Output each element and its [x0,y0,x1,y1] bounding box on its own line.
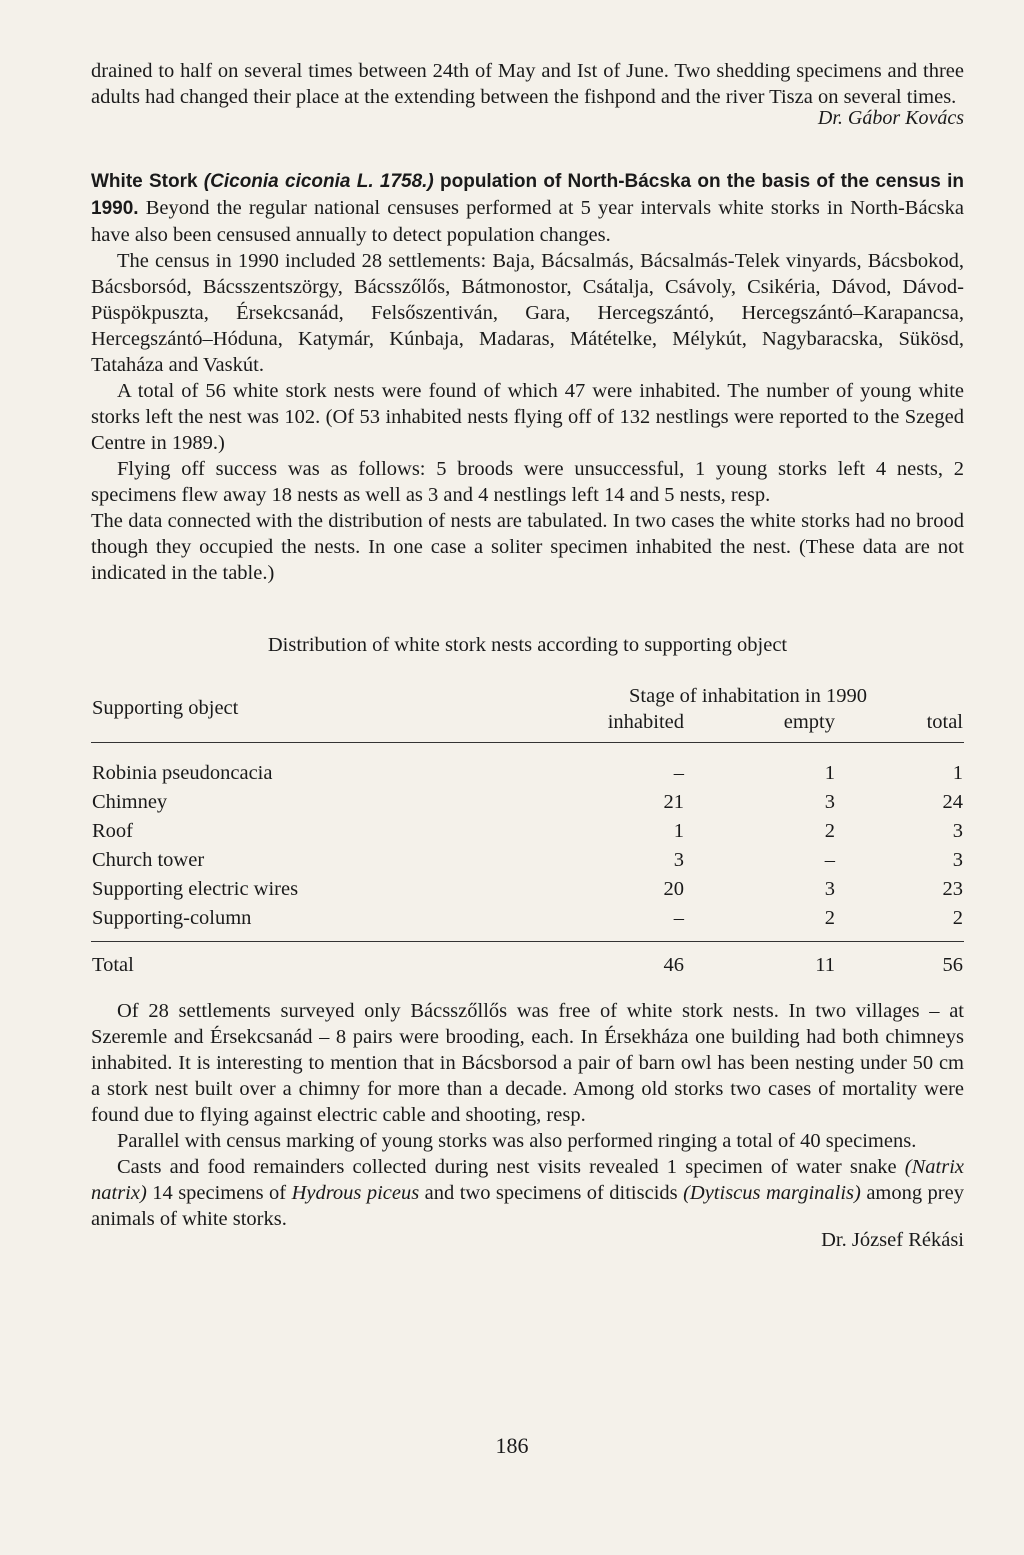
page-number: 186 [495,1433,529,1458]
article-signature: Dr. József Rékási [821,1229,964,1251]
total-empty: 11 [815,954,835,976]
total-label: Total [92,954,134,976]
col-header-empty: empty [783,711,835,733]
table-row: Roof 1 2 3 [92,820,963,842]
species-dytiscus: (Dytiscus marginalis) [683,1182,861,1204]
article-headline: White Stork (Ciconia ciconia L. 1758.) population of North-Bácska on the basis of the census in 1990. [91,171,964,219]
paragraph-nest-totals: A total of 56 white stork nests were found of which 47 were inhabited. The number of young white storks left the nest was 102. (Of 53 inhabited nests flying off of 132 nestlings were reported to the Szeged Centre in 1989.) [91,380,964,454]
paragraph-flying-off: Flying off success was as follows: 5 broods were unsuccessful, 1 young storks left 4 nests, 2 specimens flew away 18 nests as well as 3 and 4 nestlings left 14 and 5 nests, resp. [91,458,964,506]
col-header-inhabited: inhabited [607,711,684,733]
table-caption: Distribution of white stork nests according to supporting object [267,634,788,656]
nest-distribution-table [91,683,964,980]
intro-paragraph: drained to half on several times between 24th of May and Ist of June. Two shedding specimens and three adults had changed their place at the extending between the fishpond and the river Tisza on several times. [91,60,964,108]
paragraph-prey: Casts and food remainders collected during nest visits revealed 1 specimen of water snake (Natrix natrix) 14 specimens of Hydrous piceus and two specimens of ditiscids (Dytiscus marginalis) among prey animals of white storks. [91,1156,964,1230]
total-inhabited: 46 [663,954,684,976]
paragraph-settlements: The census in 1990 included 28 settlements: Baja, Bácsalmás, Bácsalmás-Telek vinyards, Bácsbokod, Bácsborsód, Bácsszentszörgy, Bácsszőlős, Bátmonostor, Csátalja, Csávoly, Csikéria, Dávod, Dávod-Püspökpuszta, Érsekcsanád, Felsőszentiván, Gara, Hercegszántó, Hercegszántó–Karapancsa, Hercegszántó–Hóduna, Katymár, Kúnbaja, Madaras, Mátételke, Mélykút, Nagybaracska, Sükösd, Tataháza and Vaskút. [91,250,964,376]
table-row: Supporting-column – 2 2 [92,907,963,929]
paragraph-tabulated: The data connected with the distribution of nests are tabulated. In two cases the white storks had no brood though they occupied the nests. In one case a soliter specimen inhabited the nest. (These data are not indicated in the table.) [91,510,964,584]
species-hydrous: Hydrous piceus [291,1182,420,1204]
col-header-stage: Stage of inhabitation in 1990 [629,685,867,707]
article-lead-paragraph [91,168,964,248]
paragraph-settlements-free: Of 28 settlements surveyed only Bácsszőllős was free of white stork nests. In two villages – at Szeremle and Érsekcsanád – 8 pairs were brooding, each. In Érsekháza one building had both chimneys inhabited. It is interesting to mention that in Bácsborsod a pair of barn owl has been nesting under 50 cm a stork nest built over a chimny for more than a decade. Among old storks two cases of mortality were found due to flying against electric cable and shooting, resp. [91,1000,964,1126]
col-header-total: total [926,711,963,733]
table-row: Church tower 3 – 3 [92,849,963,871]
article-lead-text: Beyond the regular national censuses performed at 5 year intervals white storks in North-Bácska have also been censused annually to detect population changes. [91,197,964,246]
table-row: Supporting electric wires 20 3 23 [92,878,963,900]
col-header-supporting-object: Supporting object [92,697,239,719]
species-natrix: (Natrix natrix) [91,1156,964,1204]
table-row: Chimney 21 3 24 [92,791,963,813]
total-total: 56 [942,954,963,976]
table-total-row [91,942,964,981]
intro-signature: Dr. Gábor Kovács [817,107,964,129]
paragraph-ringing: Parallel with census marking of young storks was also performed ringing a total of 40 specimens. [117,1130,917,1152]
table-row: Robinia pseudoncacia – 1 1 [92,762,963,784]
page-body [91,58,964,1252]
